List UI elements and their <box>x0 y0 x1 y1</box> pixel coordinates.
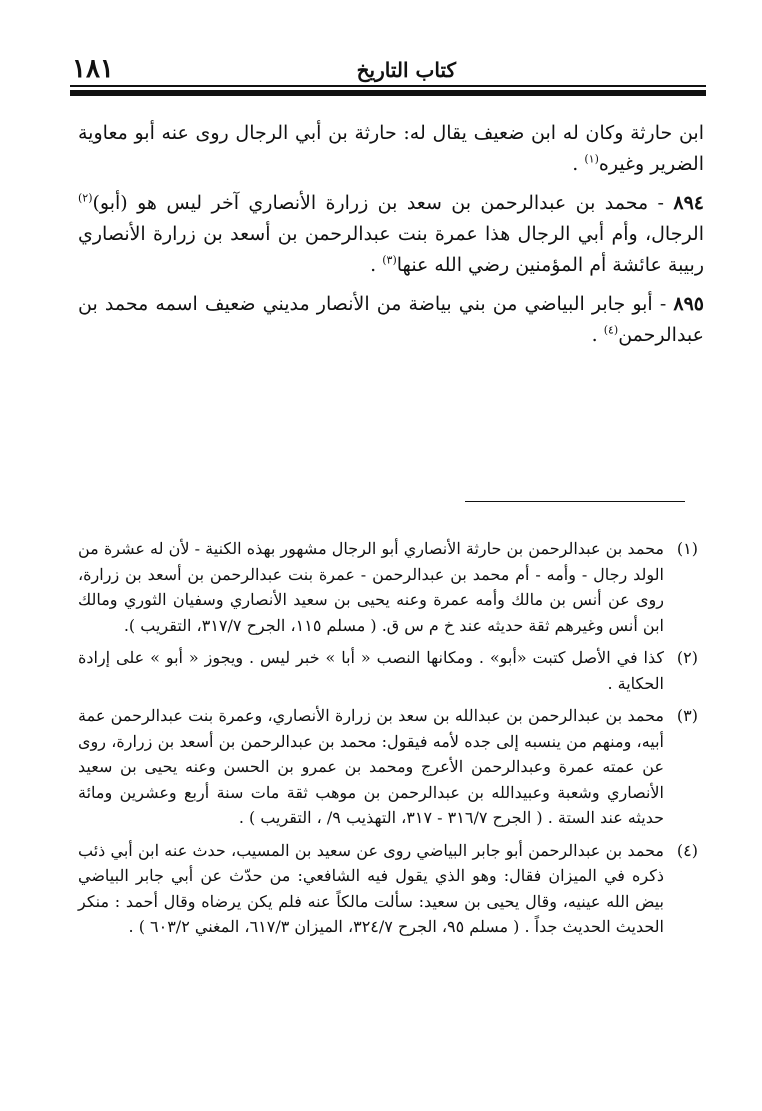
entry-text-a: محمد بن عبدالرحمن بن سعد بن زرارة الأنصاري آخر ليس هو (أبو) <box>92 192 649 214</box>
footnote-label: (٣) <box>676 706 698 725</box>
footnote <box>78 703 698 831</box>
paragraph-tail: . <box>572 153 585 175</box>
paragraph-continuation <box>78 118 704 180</box>
footnote <box>78 645 698 696</box>
header-rule-thin <box>70 85 706 87</box>
main-text <box>78 118 704 359</box>
footnote-label: (١) <box>676 539 698 558</box>
entry-tail: . <box>591 324 604 346</box>
entry-tail: . <box>370 254 383 276</box>
page-header <box>70 54 706 84</box>
footnote-text: كذا في الأصل كتبت «أبو» . ومكانها النصب « أبا » خبر ليس . ويجوز « أبو » على إرادة الحكاية . <box>78 648 664 693</box>
footnote-ref-2: (٢) <box>78 191 93 205</box>
entry-895 <box>78 289 704 351</box>
entry-text-a: أبو جابر البياضي من بني بياضة من الأنصار مديني ضعيف اسمه محمد بن عبدالرحمن <box>78 293 704 346</box>
paragraph-text: ابن حارثة وكان له ابن ضعيف يقال له: حارثة بن أبي الرجال روى عنه أبو معاوية الضرير وغيره <box>78 122 704 175</box>
entry-number: ٨٩٤ <box>673 192 704 214</box>
footnote-ref-3: (٣) <box>382 253 397 267</box>
entry-894 <box>78 188 704 281</box>
footnote-text: محمد بن عبدالرحمن بن حارثة الأنصاري أبو الرجال مشهور بهذه الكنية - لأن له عشرة من الولد رجال - وأمه - أم محمد بن عبدالرحمن - عمرة بنت عبدالرحمن بن أسعد بن زرارة، روى عن أنس بن مالك وأمه عمرة وعنه يحيى بن سعيد الأنصاري وسفيان الثوري ومالك ابن أنس وغيرهم ثقة حديثه عند خ م س ق. ( مسلم ١١٥، الجرح ٣١٧/٧، التقريب ). <box>78 539 664 635</box>
footnote-ref-4: (٤) <box>603 323 619 337</box>
page-number: ١٨١ <box>72 54 114 84</box>
header-rule-thick <box>70 90 706 96</box>
running-title: كتاب التاريخ <box>356 58 456 82</box>
footnotes <box>78 536 698 947</box>
footnote-separator <box>465 501 685 502</box>
footnote-ref-1: (١) <box>584 152 599 166</box>
footnote-label: (٢) <box>676 648 698 667</box>
entry-dash: - <box>652 293 674 315</box>
entry-number: ٨٩٥ <box>673 293 704 315</box>
footnote-label: (٤) <box>676 840 698 860</box>
entry-dash: - <box>648 192 674 214</box>
footnote <box>78 536 698 638</box>
entry-text-b: الرجال، وأم أبي الرجال هذا عمرة بنت عبدالرحمن بن أسعد بن زرارة الأنصاري ربيبة عائشة أم المؤمنين رضي الله عنها <box>78 223 704 276</box>
footnote-text: محمد بن عبدالرحمن أبو جابر البياضي روى عن سعيد بن المسيب، حدث عنه ابن أبي ذئب ذكره في الميزان فقال: وهو الذي يقول فيه الشافعي: من حدّث عن أبي جابر البياضي بيض الله عينيه، وقال يحيى بن سعيد: سألت مالكاً عنه فلم يكن يرضاه وقال أحمد : منكر الحديث الحديث جداً . ( مسلم ٩٥، الجرح ٣٢٤/٧، الميزان ٦١٧/٣، المغني ٦٠٣/٢ ) . <box>78 840 664 936</box>
footnote-text: محمد بن عبدالرحمن بن عبدالله بن سعد بن زرارة الأنصاري، وعمرة بنت عبدالرحمن عمة أبيه، ومنهم من ينسبه إلى جده لأمه فيقول: محمد بن عبدالرحمن بن أسعد بن زرارة، روى عن عمته عمرة وعبدالرحمن الأعرج ومحمد بن عمرو بن الحسن وعنه يحيى بن سعيد الأنصاري وشعبة وعبيدالله بن عبدالرحمن بن موهب ثقة مات سنة أربع وعشرين ومائة حديثه عند الستة . ( الجرح ٣١٦/٧ - ٣١٧، التهذيب ٩/ ، التقريب ) . <box>78 706 664 827</box>
footnote <box>78 838 698 940</box>
